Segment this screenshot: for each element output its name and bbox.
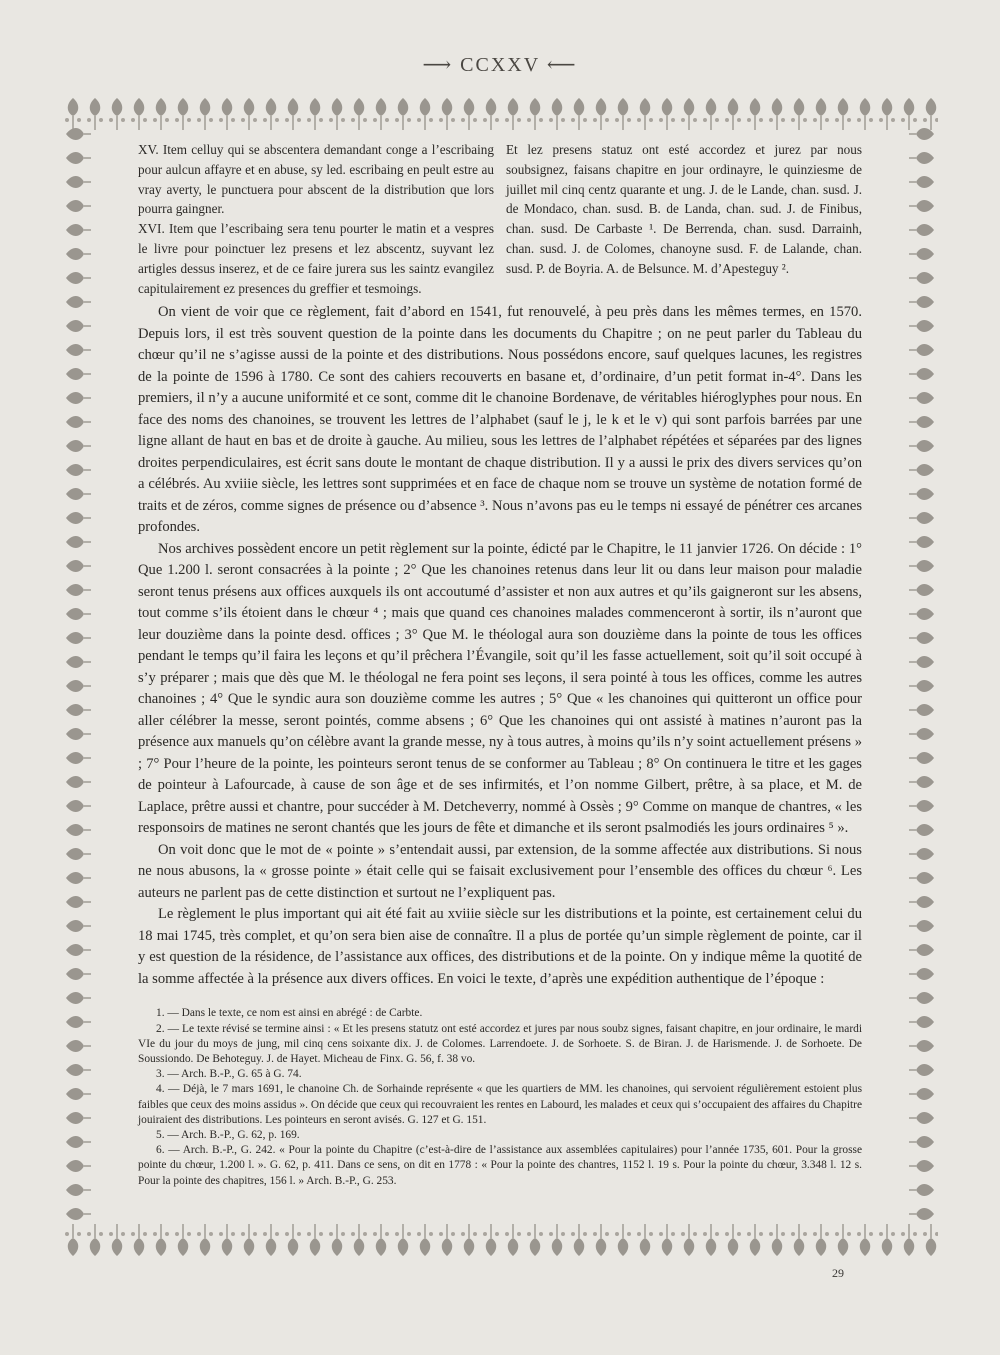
two-column-charter	[138, 140, 862, 298]
page-header-title: ⟶ CCXXV ⟵	[422, 54, 578, 76]
paragraph: On voit donc que le mot de « pointe » s’entendait aussi, par extension, de la somme affectée aux distributions. Si nous ne nous abusons, la « grosse pointe » était celle qui se faisait exclusivement pour l’ensemble des offices du chœur ⁶. Les auteurs ne parlent pas de cette distinction et surtout ne l’expliquent pas.	[138, 841, 862, 901]
footnote: 6. — Arch. B.-P., G. 242. « Pour la pointe du Chapitre (c’est-à-dire de l’assistance aux assemblées capitulaires) pour l’année 1735, 601. Pour la grosse pointe du chœur, 1.200 l. ». G. 62, p. 411. Dans ce sens, on dit en 1778 : « Pour la pointe des chantres, 1152 l. 19 s. Pour la pointe du chœur, 3.348 l. 12 s. Pour la pointe des chapitres, 156 l. » Arch. B.-P., G. 253.	[138, 1144, 862, 1187]
paragraph: Nos archives possèdent encore un petit règlement sur la pointe, édicté par le Chapitre, le 11 janvier 1726. On décide : 1° Que 1.200 l. seront consacrées à la pointe ; 2° Que les chanoines retenus dans leur lit ou dans leur maison pour maladie seront tenus présens aux offices auxquels ils ont accoutumé d’assister et non aux autres et qu’ils gaigneront sur les absens, tout comme s’ils étoient dans le chœur ⁴ ; mais que quand ces chanoines malades commenceront à sortir, ils n’auront que leur douzième dans la pointe desd. offices ; 3° Que M. le théologal aura son douzième dans la pointe de tous les offices pendant le temps qu’il faira les leçons et qu’il prêchera l’Évangile, soit qu’il les fasse actuellement, soit qu’il soit occupé à s’y préparer ; mais que dès que M. le théologal ne fera point ses leçons, il sera pointé à tous les offices, comme les autres chanoines ; 4° Que le syndic aura son douzième comme les autres ; 5° Que « les chanoines qui quitteront un office pour aller célébrer la messe, seront pointés, comme absens ; 6° Que les chanoines qui ont assisté à matines n’auront pas la présence aux manuels qu’on célèbre avant la grande messe, ny à tous autres, à moins qu’ils n’y soint actuellement présens » ; 7° Pour l’heure de la pointe, les pointeurs seront tenus de se conformer au Tableau ; 8° On continuera le titre et les gages de pointeur à Lafourcade, à cause de son âge et de ses infirmités, et l’on nomme Gilbert, prêtre, à sa place, et M. de Laplace, prêtre aussi et chantre, pour succéder à M. Detcheverry, nommé à Ossès ; 9° Comme on manque de chantres, « les responsoirs de matines ne seront chantés que les jours de fête et dimanche et ils seront psalmodiés les jours ordinaires ⁵ ».	[138, 540, 862, 837]
charter-right-column	[506, 140, 862, 298]
footnote: 5. — Arch. B.-P., G. 62, p. 169.	[156, 1129, 300, 1141]
ornamental-border-top	[62, 96, 938, 132]
footnote: 1. — Dans le texte, ce nom est ainsi en abrégé : de Carbte.	[156, 1007, 423, 1020]
footnote: 2. — Le texte révisé se termine ainsi : « Et les presens statutz ont esté accordez et jures par nous soubz signes, faisant chapitre, en jour ordinaire, le mardi VIe du jour du moys de jung, mil cinq cens soixante dix. J. de Colomes. Larrendoete. J. de Sorhoete. S. de Biran. J. de Harismende. J. de Sorhoete. De Soussiondo. De Behoteguy. J. de Hayet. Micheau de Finx. G. 56, f. 38 vo.	[138, 1022, 862, 1065]
charter-signatures: Et lez presens statuz ont esté accordez et jurez par nous soubsignez, faisans chapitre en jour ordinayre, le quinziesme de juillet mil cinq centz quarante et ung. J. de le Lande, chan. susd. J. de Mondaco, chan. susd. B. de Landa, chan. sud. J. de Finibus, chan. susd. De Carbaste ¹. De Berrenda, chan. susd. Darrainh, chan. susd. J. de Colomes, chanoyne susd. F. de Lalande, chan. susd. P. de Boyria. A. de Belsunce. M. d’Apesteguy ².	[506, 142, 862, 276]
main-text	[138, 302, 862, 990]
footnote: 3. — Arch. B.-P., G. 65 à G. 74.	[156, 1068, 302, 1081]
page-content	[138, 140, 862, 1189]
paragraph: Le règlement le plus important qui ait été fait au xviiie siècle sur les distributions et la pointe, est certainement celui du 18 mai 1745, très complet, et qu’on sera bien aise de connaître. Il a plus de portée qu’un simple règlement de pointe, car il y est question de la résidence, de l’assistance aux offices, des distributions et de la pointe. On y indique même la quotité de la somme affectée à la présence aux divers offices. En voici le texte, d’après une expédition authentique de l’époque :	[138, 906, 862, 987]
charter-article-xv: XV. Item celluy qui se abscentera demandant conge a l’escribaing pour aulcun affayre et en abuse, sy led. escribaing en peult estre au vray averty, le punctuera pour abscent de la distribution que lors pourra gaingner.	[138, 142, 494, 217]
page-number: 29	[832, 1266, 844, 1280]
charter-article-xvi: XVI. Item que l’escribaing sera tenu pourter le matin et a vespres le livre pour poinctuer lez presens et lez abscentz, suyvant lez artigles dessus inserez, et de ce faire jurera sus les saintz evangilez capitulairement ez presences du greffier et tesmoings.	[138, 221, 494, 296]
paragraph: On vient de voir que ce règlement, fait d’abord en 1541, fut renouvelé, à peu près dans les mêmes termes, en 1570. Depuis lors, il est très souvent question de la pointe dans les documents du Chapitre ; on ne peut parler du Tableau du chœur qu’il ne s’agisse aussi de la pointe et des distributions. Nous possédons encore, sauf quelques lacunes, les registres de la pointe de 1596 à 1780. Ce sont des cahiers recouverts en basane et, d’ordinaire, d’un petit format in-4°. Dans les premiers, il n’y a aucune uniformité et ce sont, comme dit le chanoine Bordenave, de véritables hiéroglyphes pour nous. En face des noms des chanoines, se trouvent les lettres de l’alphabet (sauf le j, le k et le v) qui sont parfois barrées par une ligne allant de haut en bas et de droite à gauche. Au milieu, sous les lettres de l’alphabet répétées et séparées par des lignes droites perpendiculaires, est écrit sans doute le montant de chaque distribution. Il y a aussi le prix des divers services qu’on a célébrés. Au xviiie siècle, les lettres sont supprimées et en face de chaque nom se trouve un système de notation formé de traits et de zéros, comme signes de présence ou d’absence ³. Nous n’avons pas eu le temps ni essayé de pénétrer ces arcanes profondes.	[138, 304, 862, 536]
ornamental-border-right	[908, 122, 938, 1232]
ornamental-border-left	[62, 122, 92, 1232]
footnotes	[138, 1006, 862, 1188]
footnote: 4. — Déjà, le 7 mars 1691, le chanoine Ch. de Sorhainde représente « que les quartiers de MM. les chanoines, qui servoient régulièrement estoient plus faibles que ceux des moins assidus ». On décide que ceux qui recouvraient les rentes en Labourd, les malades et ceux qui s’occupaient des affaires du Chapitre jouiraient des distributions. Les pointeurs en seront avisés. G. 127 et G. 151.	[138, 1083, 862, 1126]
charter-left-column	[138, 140, 494, 298]
ornamental-border-bottom	[62, 1222, 938, 1258]
